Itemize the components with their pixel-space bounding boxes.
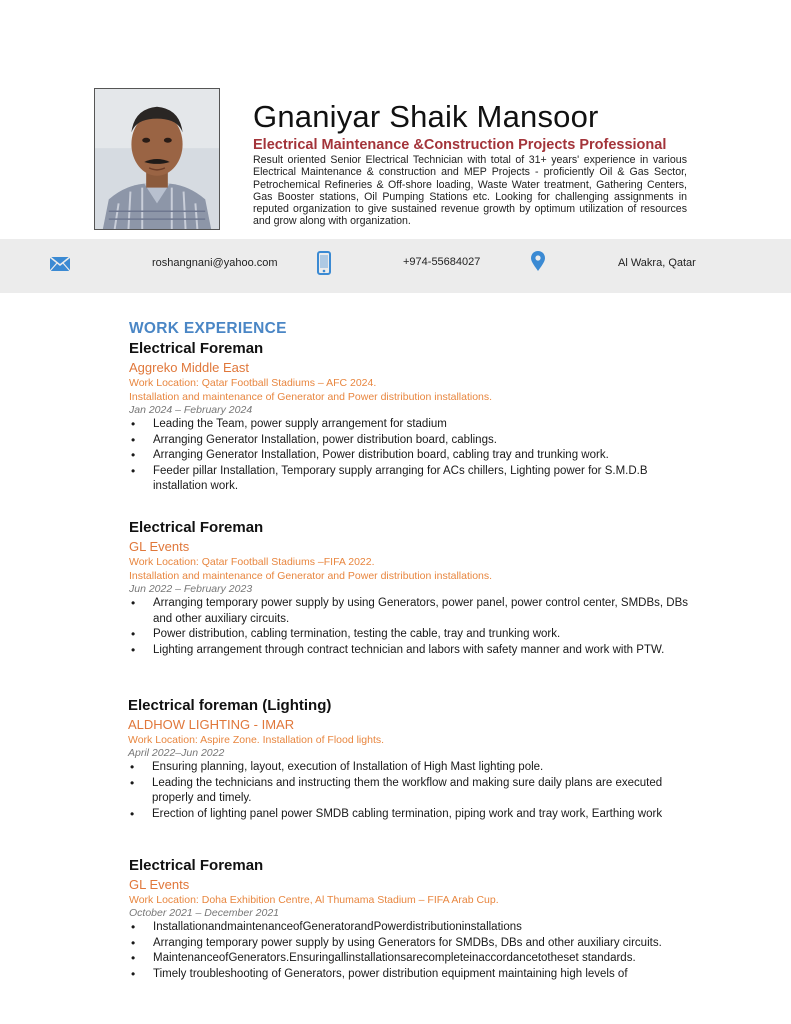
duties-list — [129, 417, 699, 495]
list-item: • Leading the technicians and instructing them the workflow and making sure daily plans are executed properly and timely. — [128, 776, 698, 807]
contact-email[interactable]: roshangnani@yahoo.com — [152, 257, 278, 269]
list-item: • Arranging Generator Installation, Power distribution board, cabling tray and trunking work. — [129, 448, 699, 464]
work-location: Work Location: Qatar Football Stadiums – AFC 2024. — [129, 377, 377, 389]
professional-title: Electrical Maintenance &Construction Projects Professional — [253, 137, 667, 153]
employment-dates: Jun 2022 – February 2023 — [129, 583, 253, 595]
work-location: Work Location: Aspire Zone. Installation of Flood lights. — [128, 734, 385, 746]
list-item: • Feeder pillar Installation, Temporary supply arranging for ACs chillers, Lighting power for S.M.D.B installation work. — [129, 464, 699, 495]
job-entry — [128, 696, 698, 822]
list-item: • InstallationandmaintenanceofGeneratorandPowerdistributioninstallations — [129, 920, 699, 936]
work-location: Work Location: Qatar Football Stadiums –FIFA 2022. — [129, 556, 375, 568]
list-item: • MaintenanceofGenerators.Ensuringallinstallationsarecompleteinaccordancetotheset standards. — [129, 951, 699, 967]
duties-list — [128, 760, 698, 822]
list-item: • Arranging Generator Installation, power distribution board, cablings. — [129, 433, 699, 449]
company-name: GL Events — [129, 539, 190, 554]
work-description: Installation and maintenance of Generator and Power distribution installations. — [129, 391, 493, 403]
list-item: • Arranging temporary power supply by using Generators for SMDBs, DBs and other auxiliary circuits. — [129, 936, 699, 952]
job-entry — [129, 339, 699, 495]
list-item: • Leading the Team, power supply arrangement for stadium — [129, 417, 699, 433]
company-name: ALDHOW LIGHTING - IMAR — [128, 717, 295, 732]
job-entry — [129, 856, 699, 982]
map-pin-icon — [530, 250, 546, 277]
list-item: • Ensuring planning, layout, execution of Installation of High Mast lighting pole. — [128, 760, 698, 776]
job-entry — [129, 518, 699, 658]
employment-dates: Jan 2024 – February 2024 — [129, 404, 253, 416]
list-item: • Erection of lighting panel power SMDB cabling termination, piping work and tray work, Earthing work — [128, 807, 698, 823]
envelope-icon — [49, 256, 71, 277]
job-title: Electrical Foreman — [129, 519, 264, 536]
list-item: • Power distribution, cabling termination, testing the cable, tray and trunking work. — [129, 627, 699, 643]
employment-dates: October 2021 – December 2021 — [129, 907, 280, 919]
profile-summary: Result oriented Senior Electrical Technician with total of 31+ years' experience in various Electrical Maintenance & construction and MEP Projects - proficiently Oil & Gas Sector, Petrochemical Refineries & Off-shore loading, Waste Water treatment, Gathering Centers, Gas Booster stations, Oil Pumping Stations etc. Looking for challenging assignments in reputed organization to give sustained revenue growth by optimum utilization of resources and grow along with organization. — [253, 154, 687, 228]
work-experience-heading: WORK EXPERIENCE — [129, 320, 287, 337]
work-location: Work Location: Doha Exhibition Centre, Al Thumama Stadium – FIFA Arab Cup. — [129, 894, 499, 906]
duties-list — [129, 920, 699, 982]
company-name: GL Events — [129, 877, 190, 892]
company-name: Aggreko Middle East — [129, 360, 249, 375]
list-item: • Lighting arrangement through contract technician and labors with safety manner and work with PTW. — [129, 643, 699, 659]
contact-phone[interactable]: +974-55684027 — [403, 256, 481, 268]
job-title: Electrical Foreman — [129, 340, 264, 357]
mobile-phone-icon — [317, 251, 331, 280]
candidate-name: Gnaniyar Shaik Mansoor — [253, 99, 599, 134]
duties-list — [129, 596, 699, 658]
contact-bar — [0, 239, 791, 293]
employment-dates: April 2022–Jun 2022 — [128, 747, 225, 759]
list-item: • Arranging temporary power supply by using Generators, power panel, power control center, SMDBs, DBs and other auxiliary circuits. — [129, 596, 699, 627]
profile-photo — [94, 88, 220, 230]
list-item: • Timely troubleshooting of Generators, power distribution equipment maintaining high levels of — [129, 967, 699, 983]
contact-location: Al Wakra, Qatar — [618, 257, 696, 269]
work-description: Installation and maintenance of Generator and Power distribution installations. — [129, 570, 493, 582]
job-title: Electrical Foreman — [129, 857, 264, 874]
job-title: Electrical foreman (Lighting) — [128, 697, 332, 714]
